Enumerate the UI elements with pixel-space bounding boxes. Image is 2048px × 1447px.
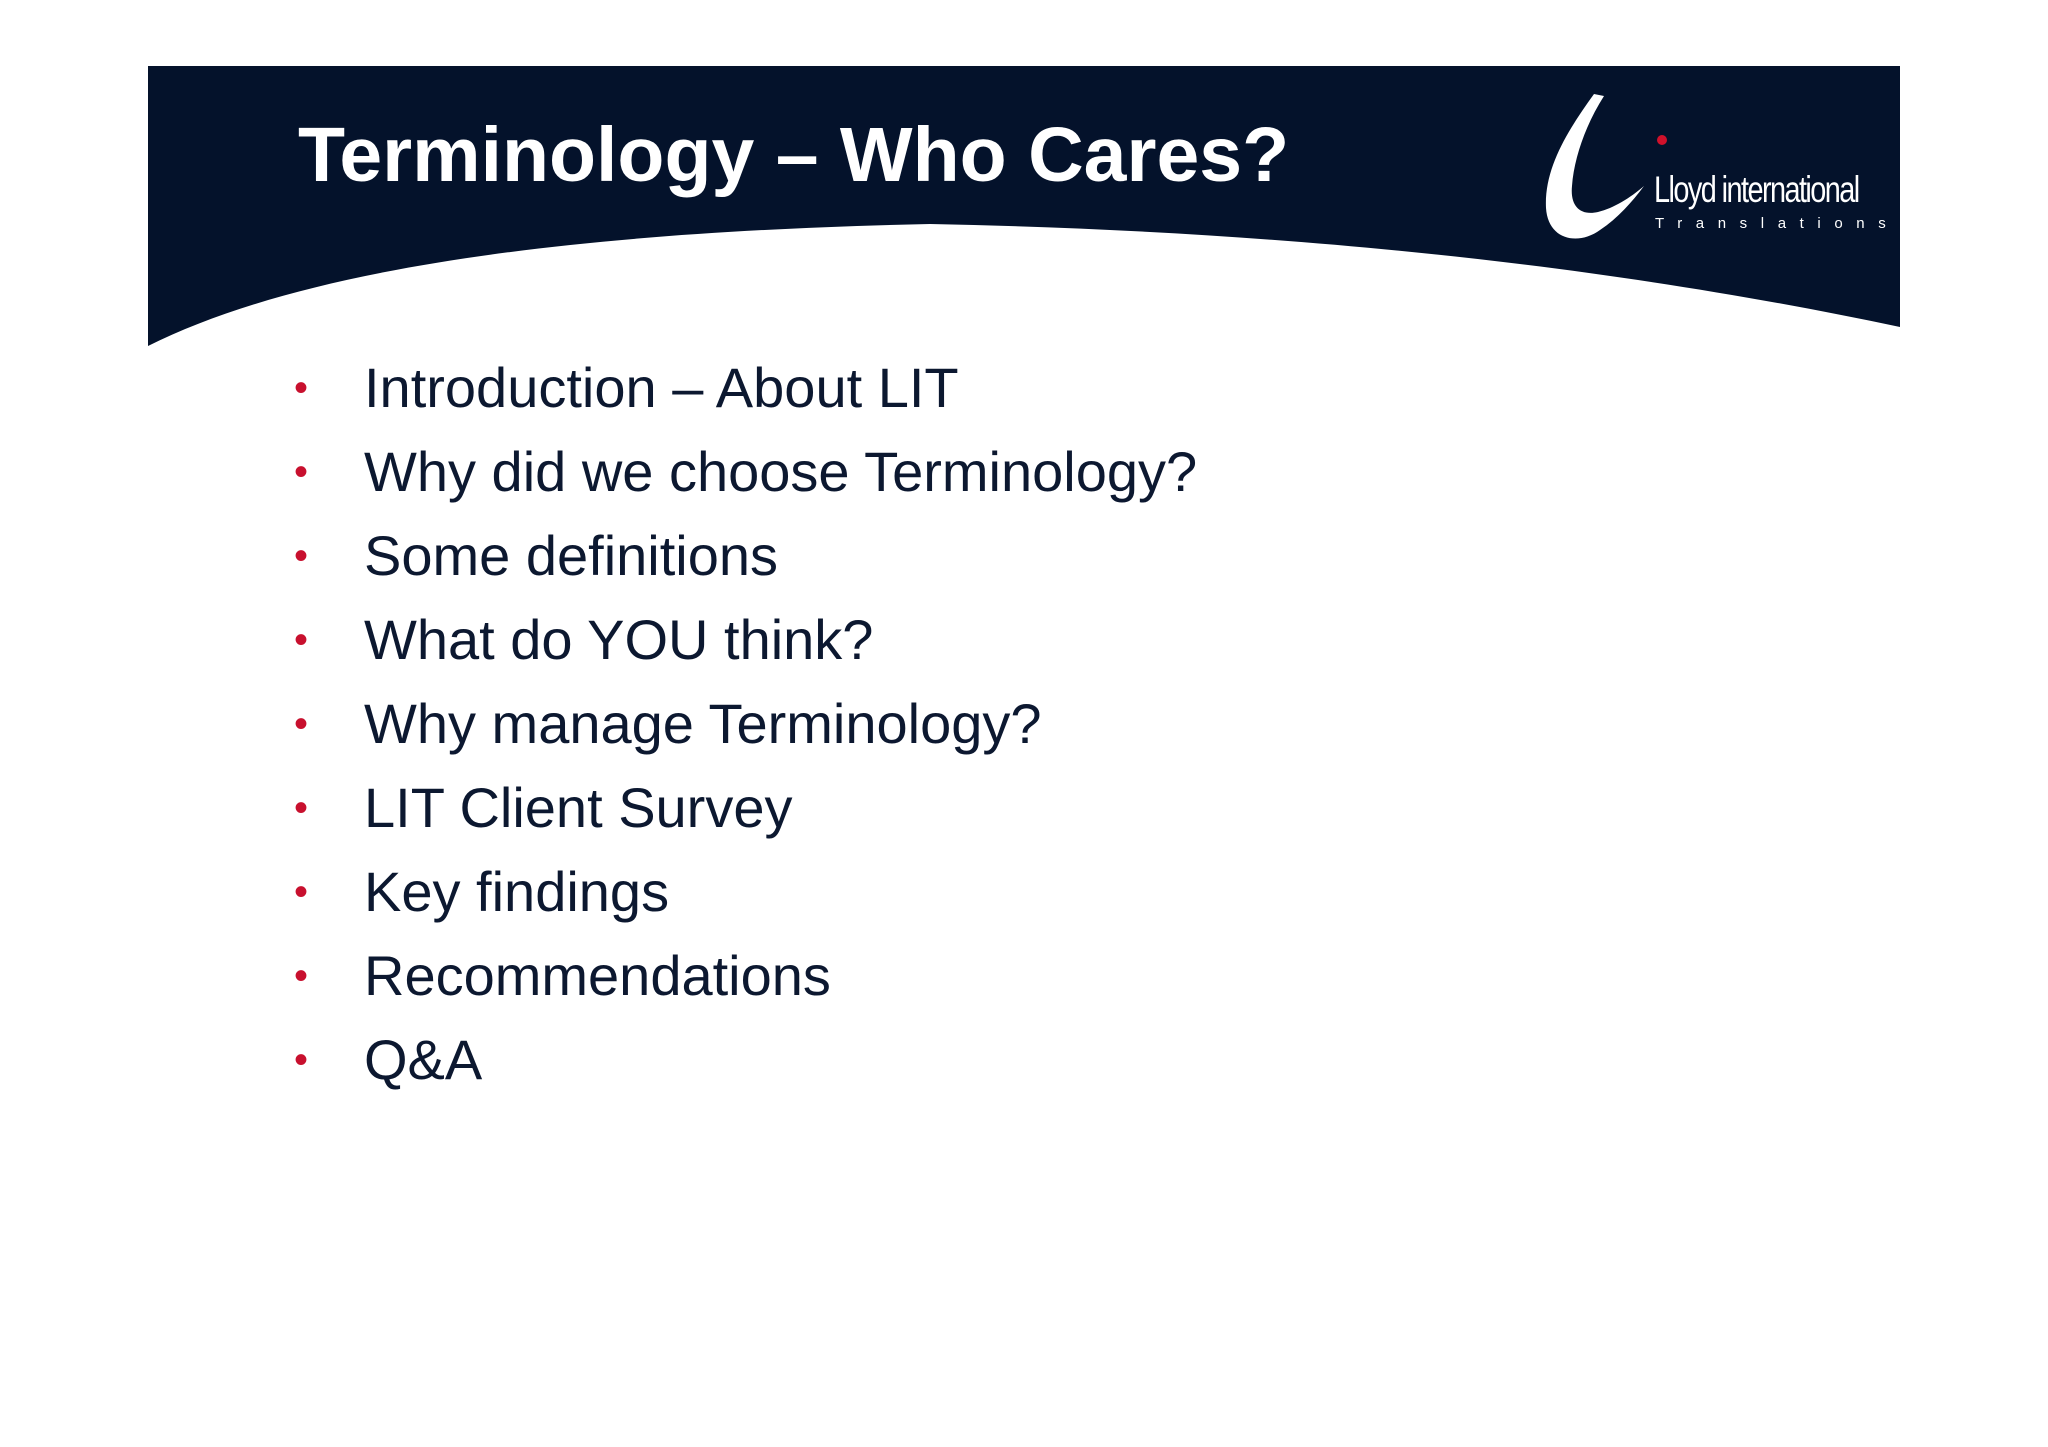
list-item: [294, 682, 1197, 766]
bullet-icon: •: [294, 450, 309, 494]
list-item-text: Key findings: [364, 860, 670, 923]
list-item: [294, 514, 1197, 598]
bullet-icon: •: [294, 702, 309, 746]
agenda-list: [294, 346, 1197, 1102]
list-item-text: Recommendations: [364, 944, 831, 1007]
bullet-icon: •: [294, 618, 309, 662]
bullet-icon: •: [294, 786, 309, 830]
bullet-icon: •: [294, 954, 309, 998]
list-item: [294, 1018, 1197, 1102]
slide-title: Terminology – Who Cares?: [298, 112, 1290, 198]
list-item-text: Q&A: [364, 1028, 483, 1091]
logo-name: Lloyd international: [1654, 169, 1859, 210]
bullet-icon: •: [294, 534, 309, 578]
list-item-text: Why did we choose Terminology?: [364, 440, 1198, 503]
list-item-text: Some definitions: [364, 524, 779, 587]
list-item: [294, 766, 1197, 850]
list-item-text: What do YOU think?: [364, 608, 874, 671]
bullet-icon: •: [294, 1038, 309, 1082]
list-item: [294, 934, 1197, 1018]
list-item: [294, 346, 1197, 430]
list-item: [294, 430, 1197, 514]
list-item-text: LIT Client Survey: [364, 776, 793, 839]
list-item-text: Introduction – About LIT: [364, 356, 959, 419]
logo-subtitle: Translations: [1655, 215, 1900, 232]
list-item: [294, 598, 1197, 682]
list-item-text: Why manage Terminology?: [364, 692, 1042, 755]
bullet-icon: •: [294, 366, 309, 410]
company-logo: [1538, 90, 1900, 250]
list-item: [294, 850, 1197, 934]
bullet-icon: •: [294, 870, 309, 914]
